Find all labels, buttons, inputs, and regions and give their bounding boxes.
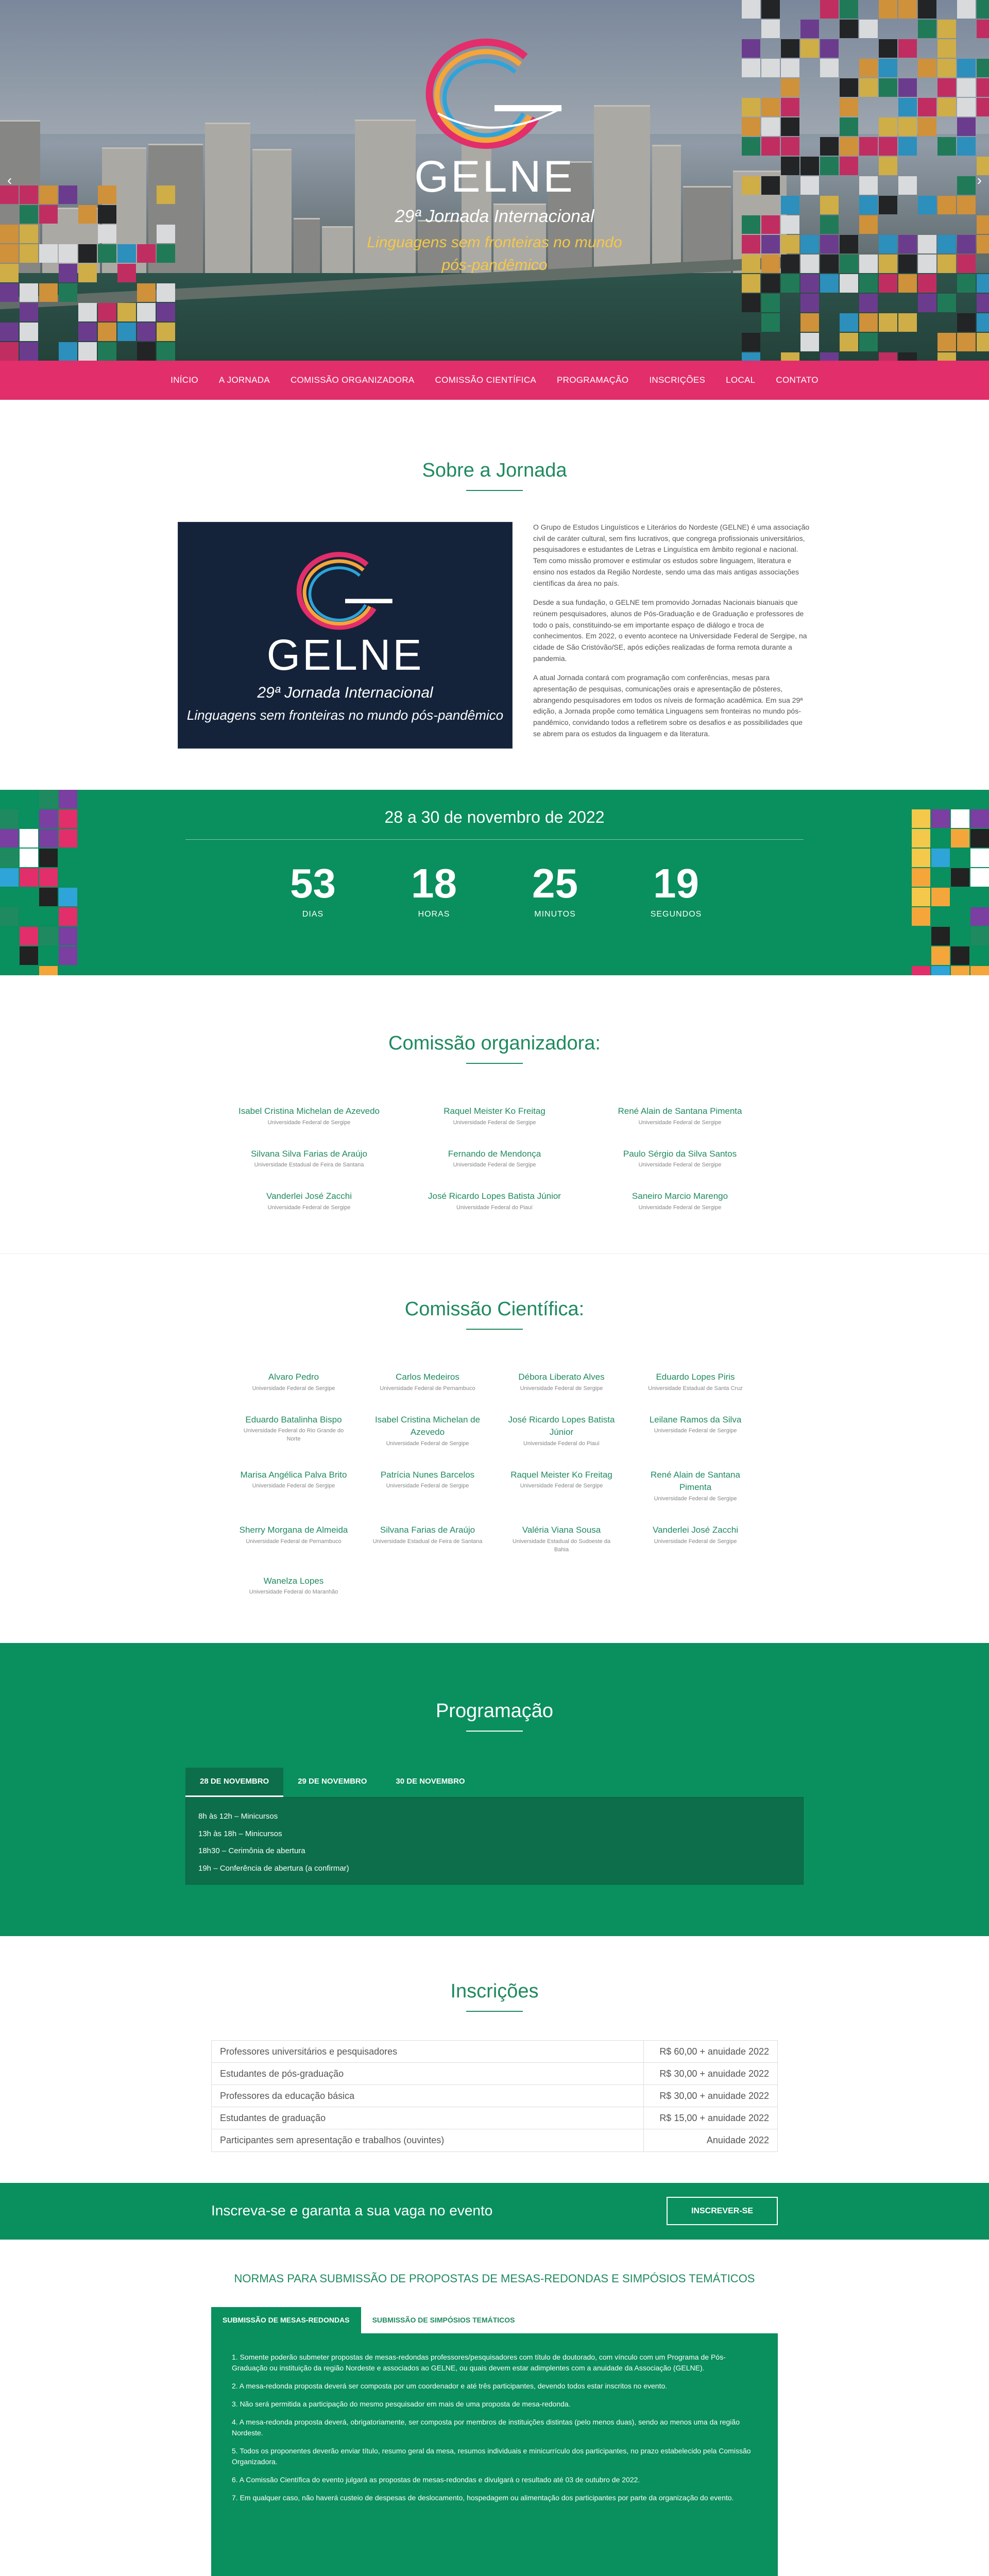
table-row: Professores universitários e pesquisadores R$ 60,00 + anuidade 2022 (212, 2041, 778, 2063)
normas-panel (211, 2333, 778, 2576)
hero-tagline: Linguagens sem fronteiras no mundo pós-pandêmico (367, 234, 622, 274)
member-name: Isabel Cristina Michelan de Azevedo (238, 1106, 380, 1116)
member-name: Fernando de Mendonça (448, 1148, 541, 1159)
cientifica-member (238, 1575, 349, 1597)
member-name: Raquel Meister Ko Freitag (510, 1469, 612, 1480)
hero-banner (0, 0, 989, 361)
member-name: Eduardo Batalinha Bispo (245, 1414, 342, 1425)
member-name: Vanderlei José Zacchi (653, 1525, 738, 1535)
member-institution: Universidade Estadual do Sudoeste da Bahia (512, 1538, 611, 1553)
cientifica-member (506, 1414, 617, 1448)
member-name: José Ricardo Lopes Batista Júnior (428, 1191, 561, 1201)
nav-inicio[interactable]: INÍCIO (170, 375, 198, 385)
member-name: Sherry Morgana de Almeida (239, 1525, 348, 1535)
cientifica-member (372, 1414, 483, 1448)
member-institution: Universidade Estadual de Santa Cruz (648, 1385, 743, 1392)
tab-30-novembro[interactable]: 30 DE NOVEMBRO (396, 1777, 465, 1786)
member-institution: Universidade Federal de Sergipe (638, 1204, 722, 1211)
normas-paragraph: 6. A Comissão Científica do evento julgará as propostas de mesas-redondas e divulgará o resultado até 03 de outubro de 2022. (232, 2475, 640, 2484)
main-nav (0, 361, 989, 400)
cientifica-member (640, 1469, 751, 1503)
normas-paragraph: 5. Todos os proponentes deverão enviar título, resumo geral da mesa, resumos individuais e minicurrículo dos participantes, no prazo estabelecido pela Comissão Organizadora. (232, 2446, 751, 2466)
inscricoes-title: Inscrições (450, 1980, 539, 2002)
cientifica-title: Comissão Científica: (404, 1298, 585, 1320)
organizadora-member (417, 1105, 572, 1127)
cientifica-member (640, 1371, 751, 1393)
tab-28-novembro[interactable]: 28 DE NOVEMBRO (185, 1768, 283, 1797)
table-row: Estudantes de graduação R$ 15,00 + anuidade 2022 (212, 2107, 778, 2129)
programacao-section (0, 1643, 989, 1936)
normas-title: NORMAS PARA SUBMISSÃO DE PROPOSTAS DE MESAS-REDONDAS E SIMPÓSIOS TEMÁTICOS (234, 2272, 755, 2285)
member-name: Eduardo Lopes Piris (656, 1372, 735, 1382)
comissao-cientifica-section (0, 1253, 989, 1643)
nav-a-jornada[interactable]: A JORNADA (218, 375, 270, 385)
cientifica-member (238, 1414, 349, 1448)
cientifica-member (238, 1469, 349, 1503)
member-institution: Universidade Federal de Sergipe (654, 1496, 737, 1502)
programacao-item: 19h – Conferência de abertura (a confirmar) (198, 1864, 349, 1873)
organizadora-member (232, 1148, 386, 1170)
sobre-logo-word: GELNE (266, 630, 424, 679)
nav-local[interactable]: LOCAL (726, 375, 756, 385)
organizadora-member (603, 1190, 757, 1212)
cta-text: Inscreva-se e garanta a sua vaga no evento (211, 2202, 493, 2219)
sobre-image (178, 522, 513, 749)
member-institution: Universidade Estadual de Feira de Santana (372, 1538, 483, 1545)
cientifica-member (372, 1371, 483, 1393)
slider-prev-icon[interactable]: ‹ (7, 172, 12, 188)
member-name: Silvana Silva Farias de Araújo (251, 1148, 367, 1159)
member-institution: Universidade Federal de Sergipe (453, 1119, 536, 1126)
normas-paragraph: 7. Em qualquer caso, não haverá custeio de despesas de deslocamento, hospedagem ou alimentação dos participantes por parte da organização do evento. (232, 2493, 734, 2502)
member-name: Paulo Sérgio da Silva Santos (623, 1148, 737, 1159)
inscricoes-table (211, 2040, 778, 2151)
member-institution: Universidade Federal de Sergipe (638, 1162, 722, 1168)
organizadora-member (417, 1148, 572, 1170)
countdown-hours: 18 HORAS (411, 860, 457, 919)
member-name: Isabel Cristina Michelan de Azevedo (374, 1414, 481, 1437)
programacao-item: 8h às 12h – Minicursos (198, 1811, 278, 1821)
hero-logo (350, 31, 639, 276)
member-institution: Universidade Federal de Sergipe (267, 1204, 351, 1211)
member-institution: Universidade Federal de Pernambuco (246, 1538, 342, 1545)
tab-mesas-redondas[interactable]: SUBMISSÃO DE MESAS-REDONDAS (211, 2307, 361, 2333)
member-name: Raquel Meister Ko Freitag (444, 1106, 545, 1116)
member-institution: Universidade Federal de Sergipe (638, 1119, 722, 1126)
normas-paragraph: 3. Não será permitida a participação do mesmo pesquisador em mais de uma proposta de mesa-redonda. (232, 2399, 571, 2408)
member-name: Silvana Farias de Araújo (380, 1525, 475, 1535)
organizadora-member (417, 1190, 572, 1212)
member-name: José Ricardo Lopes Batista Júnior (508, 1414, 615, 1437)
organizadora-member (232, 1190, 386, 1212)
member-institution: Universidade Estadual de Feira de Santana (254, 1162, 364, 1168)
cientifica-member (372, 1524, 483, 1554)
programacao-item: 18h30 – Cerimônia de abertura (198, 1846, 305, 1856)
hero-subtitle: 29ª Jornada Internacional (395, 207, 594, 226)
cientifica-member (640, 1524, 751, 1554)
nav-contato[interactable]: CONTATO (776, 375, 819, 385)
cientifica-member (506, 1469, 617, 1503)
member-name: Saneiro Marcio Marengo (632, 1191, 728, 1201)
cientifica-member (506, 1371, 617, 1393)
table-row: Estudantes de pós-graduação R$ 30,00 + anuidade 2022 (212, 2063, 778, 2085)
nav-comissao-cientifica[interactable]: COMISSÃO CIENTÍFICA (435, 375, 537, 385)
sobre-paragraph: O Grupo de Estudos Linguísticos e Literários do Nordeste (GELNE) é uma associação civil de caráter cultural, sem fins lucrativos, que congrega profissionais universitários, pesquisadores e estudantes de Letras e Linguística em âmbito regional e nacional. Tem como missão promover e estimular os estudos sobre linguagem, literatura e ensino nos estados da Região Nordeste, sendo uma das mais antigas associações científicas da área no país. (533, 523, 810, 587)
member-name: René Alain de Santana Pimenta (651, 1469, 740, 1493)
member-name: Alvaro Pedro (268, 1372, 319, 1382)
member-institution: Universidade Federal do Rio Grande do Norte (243, 1428, 344, 1443)
organizadora-member (232, 1105, 386, 1127)
member-name: Vanderlei José Zacchi (266, 1191, 352, 1201)
table-row: Professores da educação básica R$ 30,00 + anuidade 2022 (212, 2085, 778, 2107)
member-name: Marisa Angélica Palva Brito (240, 1469, 347, 1480)
countdown-minutes: 25 MINUTOS (532, 860, 578, 919)
cta-bar (0, 2183, 989, 2240)
member-institution: Universidade Federal do Piauí (456, 1204, 533, 1211)
inscrever-button[interactable]: INSCREVER-SE (667, 2197, 778, 2225)
sobre-logo-subtitle: 29ª Jornada Internacional (257, 684, 433, 701)
member-institution: Universidade Federal de Sergipe (654, 1428, 737, 1434)
countdown-seconds: 19 SEGUNDOS (650, 860, 702, 919)
member-institution: Universidade Federal de Sergipe (252, 1483, 335, 1489)
nav-inscricoes[interactable]: INSCRIÇÕES (649, 375, 706, 385)
normas-paragraph: 1. Somente poderão submeter propostas de mesas-redondas professores/pesquisadores com título de doutorado, com vínculo com um Programa de Pós-Graduação ou instituição da região Nordeste e associados ao GELNE, ou quais devem estar adimplentes com a anuidade da Associação (GELNE). (232, 2352, 726, 2372)
member-institution: Universidade Federal do Maranhão (249, 1589, 338, 1596)
member-institution: Universidade Federal de Sergipe (386, 1440, 469, 1447)
organizadora-title: Comissão organizadora: (388, 1032, 601, 1055)
cientifica-member (372, 1469, 483, 1503)
programacao-panel (185, 1797, 804, 1885)
member-name: Wanelza Lopes (263, 1575, 324, 1586)
member-institution: Universidade Federal de Sergipe (386, 1483, 469, 1489)
member-institution: Universidade Federal do Piauí (523, 1440, 600, 1447)
tab-simposios-tematicos[interactable]: SUBMISSÃO DE SIMPÓSIOS TEMÁTICOS (372, 2316, 515, 2325)
normas-section (0, 2240, 989, 2576)
organizadora-member (603, 1148, 757, 1170)
sobre-text (533, 522, 811, 749)
cientifica-member (238, 1371, 349, 1393)
sobre-paragraph: A atual Jornada contará com programação com conferências, mesas para apresentação de pesquisas, comunicações orais e apresentação de pôsteres, abrangendo pesquisadores em todos os níveis de formação acadêmica. Em sua 29ª edição, a Jornada propõe como temática Linguagens sem fronteiras no mundo pós-pandêmico, convidando todos a refletirem sobre os desafios e as possibilidades que se abrem para os estudos da linguagem e da literatura. (533, 673, 803, 738)
member-institution: Universidade Federal de Sergipe (252, 1385, 335, 1392)
countdown-section (0, 790, 989, 975)
cientifica-member (640, 1414, 751, 1448)
member-name: Valéria Viana Sousa (522, 1525, 601, 1535)
countdown-days: 53 DIAS (290, 860, 336, 919)
programacao-item: 13h às 18h – Minicursos (198, 1829, 282, 1838)
sobre-logo-tagline: Linguagens sem fronteiras no mundo pós-pandêmico (186, 707, 504, 723)
sobre-paragraph: Desde a sua fundação, o GELNE tem promovido Jornadas Nacionais bianuais que reúnem pesquisadores, alunos de Pós-Graduação e de Graduação e professores de todo o país, constituindo-se em importante espaço de diálogo e troca de conhecimentos. Em 2022, o evento acontece na Universidade Federal de Sergipe, na cidade de São Cristóvão/SE, após edições realizadas de forma remota durante a pandemia. (533, 598, 807, 663)
table-row: Participantes sem apresentação e trabalhos (ouvintes) Anuidade 2022 (212, 2129, 778, 2151)
member-name: Leilane Ramos da Silva (649, 1414, 742, 1425)
cientifica-member (238, 1524, 349, 1554)
member-institution: Universidade Federal de Sergipe (267, 1119, 351, 1126)
member-institution: Universidade Federal de Sergipe (520, 1385, 603, 1392)
member-institution: Universidade Federal de Sergipe (453, 1162, 536, 1168)
normas-paragraph: 4. A mesa-redonda proposta deverá, obrigatoriamente, ser composta por membros de instituições distintas (pelo menos duas), sendo ao menos uma da região Nordeste. (232, 2417, 740, 2437)
countdown-date: 28 a 30 de novembro de 2022 (384, 808, 605, 827)
member-name: Carlos Medeiros (396, 1372, 459, 1382)
gelne-logo-icon (283, 546, 407, 638)
member-name: Débora Liberato Alves (518, 1372, 605, 1382)
programacao-title: Programação (435, 1700, 554, 1722)
member-name: Patrícia Nunes Barcelos (380, 1469, 475, 1480)
nav-programacao[interactable]: PROGRAMAÇÃO (557, 375, 629, 385)
normas-paragraph: 2. A mesa-redonda proposta deverá ser composta por um coordenador e até três participantes, devendo todos estar inscritos no evento. (232, 2381, 668, 2390)
nav-comissao-organizadora[interactable]: COMISSÃO ORGANIZADORA (290, 375, 415, 385)
inscricoes-section (0, 1936, 989, 2183)
organizadora-member (603, 1105, 757, 1127)
tab-29-novembro[interactable]: 29 DE NOVEMBRO (298, 1777, 367, 1786)
hero-logo-word: GELNE (414, 152, 575, 201)
member-name: René Alain de Santana Pimenta (618, 1106, 742, 1116)
member-institution: Universidade Federal de Sergipe (520, 1483, 603, 1489)
comissao-organizadora-section (0, 975, 989, 1253)
sobre-title: Sobre a Jornada (422, 460, 567, 481)
slider-next-icon[interactable]: › (977, 172, 982, 188)
gelne-logo-icon (407, 31, 582, 160)
cientifica-member (506, 1524, 617, 1554)
member-institution: Universidade Federal de Pernambuco (380, 1385, 475, 1392)
member-institution: Universidade Federal de Sergipe (654, 1538, 737, 1545)
sobre-section (0, 400, 989, 790)
